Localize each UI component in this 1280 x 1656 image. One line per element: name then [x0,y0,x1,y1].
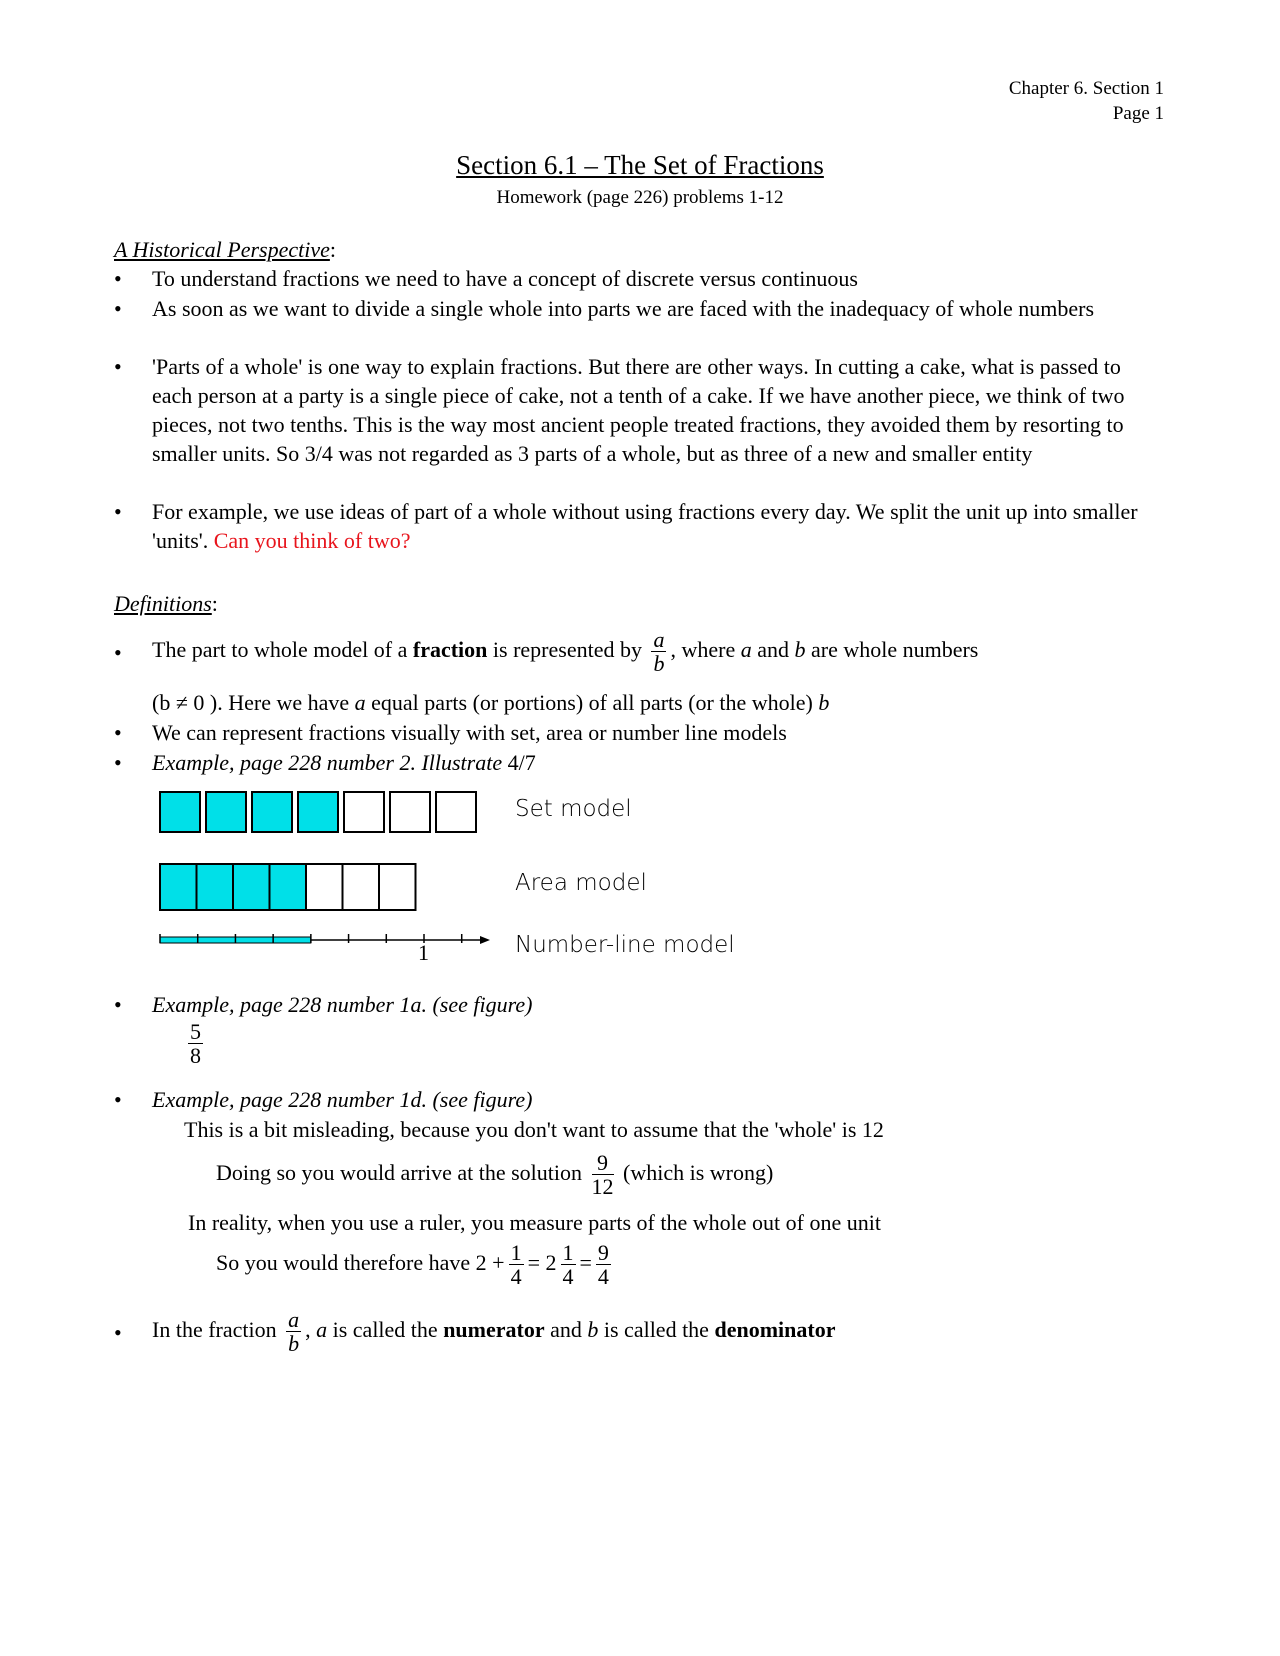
ruler-note: In reality, when you use a ruler, you measure parts of the whole out of one unit [188,1210,881,1235]
set-model-label: Set model [515,796,632,822]
bullet-dot: • [114,992,122,1017]
area-model-cell [160,864,197,910]
area-model-cell [233,864,270,910]
page-title: Section 6.1 – The Set of Fractions [456,150,824,180]
bullet-dot: • [114,266,122,291]
area-model [160,864,416,910]
set-model-square [252,792,292,832]
example-number-1d: Example, page 228 number 1d. (see figure) [152,1087,533,1112]
answer-fraction-5-8: $\frac{5}{8}$ [190,1019,201,1069]
chapter-label: Chapter 6. Section 1 [1008,78,1164,99]
page-header [1009,76,1164,126]
set-model-square [344,792,384,832]
number-line-model-label: Number-line model [515,932,735,958]
definition-condition: (b ≠ 0 ). Here we have a equal parts (or portions) of all parts (or the whole) b [152,690,830,715]
set-model-square [436,792,476,832]
question-prompt: Can you think of two? [213,528,411,553]
definition-visual-models: We can represent fractions visually with set, area or number line models [152,720,787,745]
historical-bullet-1: To understand fractions we need to have a concept of discrete versus continuous [152,266,858,291]
area-model-cell [270,864,307,910]
bullet-dot: • [114,1320,122,1345]
set-model-square [298,792,338,832]
numerator-denominator-definition: In the fraction $\frac{a}{b}$ , a is called the numerator and b is called the denominator [152,1307,836,1357]
area-model-cell [306,864,343,910]
set-model [160,792,476,832]
misleading-note: This is a bit misleading, because you don't want to assume that the 'whole' is 12 [184,1117,884,1142]
historical-bullet-2: As soon as we want to divide a single whole into parts we are faced with the inadequacy of whole numbers [152,296,1095,321]
bullet-dot: • [114,354,122,379]
correct-solution-line: So you would therefore have 2 + $\frac{1}{4}$ = 2 $\frac{1}{4}$ = $\frac{9}{4}$ [216,1240,609,1290]
definitions-heading: Definitions: [114,591,218,616]
area-model-cell [343,864,380,910]
bullet-dot: • [114,640,122,665]
set-model-square [390,792,430,832]
page-number: Page 1 [1112,103,1164,124]
bullet-dot: • [114,720,122,745]
definition-fraction: The part to whole model of a fraction is represented by $\frac{a}{b}$ , where a and b are whole numbers [152,627,979,677]
example-number-2: Example, page 228 number 2. Illustrate 4/7 [152,750,536,775]
historical-bullet-3: 'Parts of a whole' is one way to explain fractions. But there are other ways. In cutting a cake, what is passed to each person at a party is a single piece of cake, not a tenth of a cake. If we have another piece, we think of two pieces, not two tenths. This is the way most ancient people treated fractions, they avoided them by resorting to smaller units. So 3/4 was not regarded as 3 parts of a whole, but as three of a new and smaller entity [152,354,1125,466]
number-line-model [160,934,490,944]
bullet-dot: • [114,499,122,524]
page-subtitle: Homework (page 226) problems 1-12 [496,187,784,208]
number-line-tick-label: 1 [418,940,429,962]
area-model-label: Area model [515,870,647,896]
bullet-dot: • [114,296,122,321]
historical-bullet-4: For example, we use ideas of part of a whole without using fractions every day. We split the unit up into smaller 'units'. Can you think of two? [152,499,1138,553]
area-model-cell [379,864,416,910]
set-model-square [160,792,200,832]
fraction-a-over-b: $\frac{a}{b}$ [653,627,665,677]
number-line-arrow [480,936,490,944]
area-model-cell [197,864,234,910]
wrong-solution-line: Doing so you would arrive at the solution $\frac{9}{12}$ (which is wrong) [216,1150,774,1200]
fraction-models-figure [150,782,490,962]
bullet-dot: • [114,1087,122,1112]
example-number-1a: Example, page 228 number 1a. (see figure) [152,992,533,1017]
set-model-square [206,792,246,832]
bullet-dot: • [114,750,122,775]
historical-heading: A Historical Perspective: [114,237,336,262]
